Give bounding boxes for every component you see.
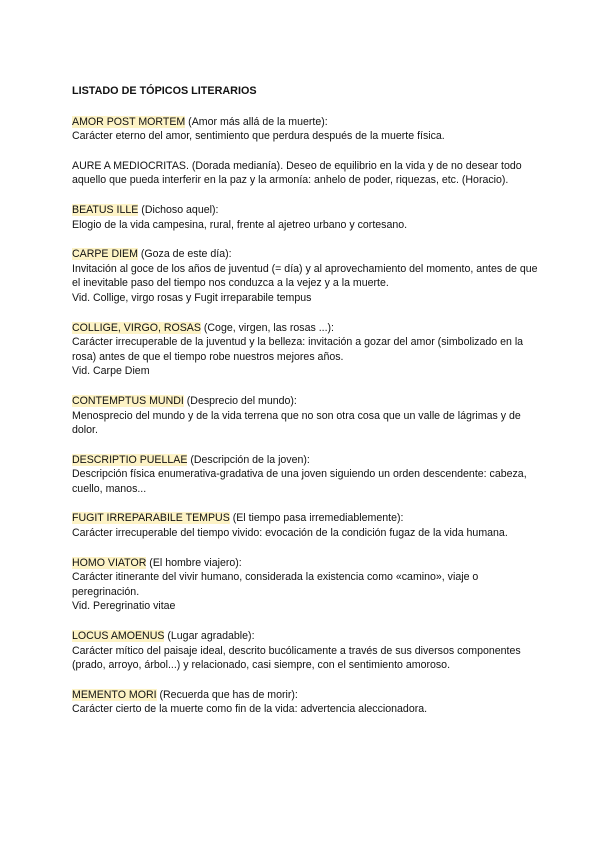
topic-term: AMOR POST MORTEM — [72, 115, 186, 128]
topic-entry — [72, 511, 542, 540]
topic-term: COLLIGE, VIRGO, ROSAS — [72, 321, 201, 334]
topic-description: Carácter cierto de la muerte como fin de la vida: advertencia aleccionadora. — [72, 703, 428, 716]
topic-heading — [72, 203, 542, 218]
topic-heading — [72, 453, 542, 468]
topic-heading — [72, 511, 542, 526]
topic-entry — [72, 247, 542, 305]
topic-gloss: (Desprecio del mundo): — [183, 394, 297, 407]
topic-gloss: (Goza de este día): — [137, 248, 232, 261]
topic-term: DESCRIPTIO PUELLAE — [72, 453, 188, 466]
topic-description: Carácter itinerante del vivir humano, considerada la existencia como «camino», viaje o peregrinación. — [72, 571, 479, 598]
topic-heading — [72, 688, 542, 703]
topic-heading — [72, 115, 542, 130]
topic-see-also: Vid. Collige, virgo rosas y Fugit irreparabile tempus — [72, 291, 312, 304]
topic-description: Carácter irrecuperable del tiempo vivido: evocación de la condición fugaz de la vida humana. — [72, 527, 508, 540]
document-page — [72, 84, 542, 732]
topic-gloss: (El tiempo pasa irremediablemente): — [229, 512, 404, 525]
topic-entry — [72, 115, 542, 144]
topic-gloss: (Coge, virgen, las rosas ...): — [200, 321, 334, 334]
topic-term: CARPE DIEM — [72, 248, 138, 261]
topic-description: Invitación al goce de los años de juventud (= día) y al aprovechamiento del momento, antes de que el inevitable paso del tiempo nos conduzca a la vejez y a la muerte. — [72, 262, 538, 290]
topic-heading — [72, 247, 542, 262]
topic-entry — [72, 321, 542, 379]
topic-term: BEATUS ILLE — [72, 203, 139, 216]
topic-entry — [72, 159, 542, 188]
topic-description: Carácter eterno del amor, sentimiento que perdura después de la muerte física. — [72, 130, 445, 143]
topic-term: HOMO VIATOR — [72, 556, 147, 569]
topic-description: Descripción física enumerativa-gradativa de una joven siguiendo un orden descendente: cabeza, cuello, manos... — [72, 468, 527, 495]
topic-see-also: Vid. Peregrinatio vitae — [72, 600, 176, 613]
topic-entry — [72, 394, 542, 438]
topic-gloss: (Lugar agradable): — [164, 630, 255, 643]
topic-gloss: (Descripción de la joven): — [187, 453, 310, 466]
topic-gloss: (Recuerda que has de morir): — [156, 688, 298, 701]
topic-description: Menosprecio del mundo y de la vida terrena que no son otra cosa que un valle de lágrimas y de dolor. — [72, 409, 521, 437]
topic-term: FUGIT IRREPARABILE TEMPUS — [72, 512, 230, 525]
topic-description: Carácter irrecuperable de la juventud y la belleza: invitación a gozar del amor (simbolizado en la rosa) antes de que el tiempo robe nuestros mejores años. — [72, 336, 524, 363]
topic-term: MEMENTO MORI — [72, 688, 157, 701]
topic-gloss: (Dichoso aquel): — [138, 203, 219, 216]
topic-gloss: (El hombre viajero): — [146, 556, 242, 569]
topic-term: CONTEMPTUS MUNDI — [72, 394, 184, 407]
topic-entry — [72, 629, 542, 673]
topic-heading — [72, 394, 542, 409]
topic-heading — [72, 321, 542, 336]
topic-heading — [72, 556, 542, 571]
document-title: LISTADO DE TÓPICOS LITERARIOS — [72, 85, 257, 97]
topic-heading — [72, 629, 542, 644]
topic-description: Elogio de la vida campesina, rural, frente al ajetreo urbano y cortesano. — [72, 218, 408, 231]
topic-entry — [72, 556, 542, 614]
topic-description: Carácter mítico del paisaje ideal, descrito bucólicamente a través de sus diversos componentes (prado, arroyo, árbol...) y relacionado, casi siempre, con el sentimiento amoroso. — [72, 644, 521, 672]
topic-see-also: Vid. Carpe Diem — [72, 365, 150, 378]
topic-entry — [72, 688, 542, 717]
topic-entry — [72, 203, 542, 232]
topic-term: LOCUS AMOENUS — [72, 630, 165, 643]
topic-entry — [72, 453, 542, 497]
topic-paragraph: AURE A MEDIOCRITAS. (Dorada medianía). Deseo de equilibrio en la vida y de no desear todo aquello que pueda interferir en la paz y la armonía: anhelo de poder, riquezas, etc. (Horacio). — [72, 159, 522, 187]
topic-gloss: (Amor más allá de la muerte): — [185, 115, 328, 128]
